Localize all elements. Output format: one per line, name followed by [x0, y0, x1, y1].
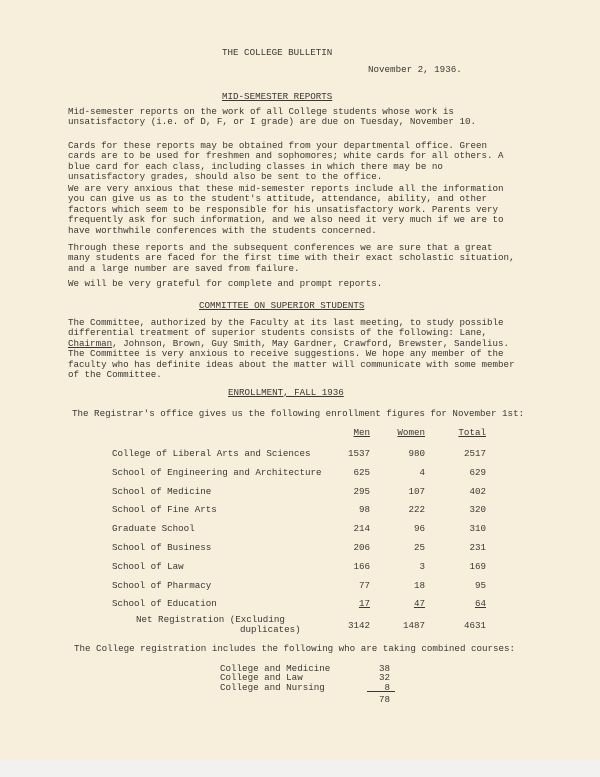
row-label: College of Liberal Arts and Sciences: [112, 448, 311, 459]
net-women: 1487: [402, 620, 425, 631]
combined-label: College and Law: [220, 672, 303, 684]
mid-semester-heading: MID-SEMESTER REPORTS: [222, 91, 333, 102]
paragraph: Through these reports and the subsequent conferences we are sure that a great many students are faced for the first time with their exact scholastic situation, and a large number are saved from failure.: [68, 242, 515, 274]
table-row: [112, 561, 492, 573]
row-women: 222: [408, 504, 425, 515]
chairman-label: Chairman: [68, 337, 113, 349]
row-men: 1537: [347, 448, 370, 459]
committee-heading: COMMITTEE ON SUPERIOR STUDENTS: [199, 300, 365, 311]
row-women: 18: [413, 580, 425, 591]
row-label: School of Engineering and Architecture: [112, 467, 322, 478]
row-women: 25: [413, 542, 425, 553]
row-total: 629: [469, 467, 486, 478]
table-row: [112, 523, 492, 535]
net-label: duplicates): [240, 624, 301, 635]
row-label: School of Medicine: [112, 486, 212, 497]
row-total: 320: [469, 504, 486, 515]
row-men: 166: [353, 561, 370, 572]
combined-label: College and Medicine: [220, 663, 331, 674]
row-total: 402: [469, 486, 486, 497]
table-row: [112, 504, 492, 516]
enrollment-intro: The Registrar's office gives us the following enrollment figures for November 1st:: [72, 408, 525, 419]
column-header-men: Men: [353, 427, 370, 438]
row-women: 4: [419, 467, 425, 478]
combined-intro: The College registration includes the following who are taking combined courses:: [74, 643, 516, 654]
row-women: 96: [413, 523, 425, 534]
paragraph: We will be very grateful for complete and prompt reports.: [68, 278, 383, 289]
row-men: 17: [358, 598, 370, 609]
net-men: 3142: [347, 620, 370, 631]
row-men: 77: [358, 580, 370, 591]
row-women: 3: [419, 561, 425, 572]
row-men: 625: [353, 467, 370, 478]
row-total: 310: [469, 523, 486, 534]
table-row: [112, 580, 492, 592]
row-women: 980: [408, 448, 425, 459]
bulletin-title: THE COLLEGE BULLETIN: [222, 47, 333, 58]
enrollment-heading: ENROLLMENT, FALL 1936: [228, 387, 344, 398]
table-row: [112, 467, 492, 479]
table-header: [112, 427, 492, 439]
table-row: [112, 448, 492, 460]
row-total: 95: [474, 580, 486, 591]
table-row: [112, 542, 492, 554]
row-label: School of Pharmacy: [112, 580, 212, 591]
row-label: School of Fine Arts: [112, 504, 217, 515]
net-total: 4631: [463, 620, 486, 631]
committee-paragraph: [68, 318, 518, 380]
row-total: 231: [469, 542, 486, 553]
combined-value: 32: [378, 672, 390, 684]
net-registration-row: [112, 614, 492, 644]
bulletin-date: November 2, 1936.: [368, 64, 462, 75]
net-label: Net Registration (Excluding: [136, 614, 285, 625]
committee-text: The Committee, authorized by the Faculty at its last meeting, to study possible differential treatment of superior students consists of the following: Lane,: [68, 317, 504, 339]
row-label: School of Law: [112, 561, 184, 572]
committee-text: , Johnson, Brown, Guy Smith, May Gardner, Crawford, Brewster, Sandelius. The Committee is very anxious to receive suggestions. We hope any member of the faculty who has definite ideas about the matter will communicate with some member of the Committee.: [68, 337, 515, 381]
row-label: School of Business: [112, 542, 212, 553]
sum-rule: [367, 691, 395, 692]
row-women: 107: [408, 486, 425, 497]
row-men: 214: [353, 523, 370, 534]
row-men: 295: [353, 486, 370, 497]
row-total: 169: [469, 561, 486, 572]
row-men: 206: [353, 542, 370, 553]
combined-value: 38: [378, 663, 390, 674]
row-women: 47: [413, 598, 425, 609]
table-row: [112, 598, 492, 610]
row-label: School of Education: [112, 598, 217, 609]
paragraph: Mid-semester reports on the work of all College students whose work is unsatisfactory (i.e. of D, F, or I grade) are due on Tuesday, November 10.: [68, 106, 476, 128]
row-total: 2517: [463, 448, 486, 459]
column-header-total: Total: [458, 427, 486, 438]
paragraph: We are very anxious that these mid-semester reports include all the information you can give us as to the student's attitude, attendance, ability, and other factors which seem to be responsible for his unsatisfactory work. Parents very frequently ask for such information, and we also need it very much if we are to have worthwhile conferences with the students concerned.: [68, 183, 504, 236]
combined-value: 8: [384, 681, 390, 693]
combined-label: College and Nursing: [220, 681, 325, 693]
paragraph: Cards for these reports may be obtained from your departmental office. Green cards are to be used for freshmen and sophomores; white cards for all others. A blue card for each class, including classes in which there may be no unsatisfactory grades, should also be sent to the office.: [68, 140, 504, 183]
row-label: Graduate School: [112, 523, 195, 534]
combined-total: 78: [378, 694, 390, 705]
column-header-women: Women: [397, 427, 425, 438]
row-total: 64: [474, 598, 486, 609]
table-row: [112, 486, 492, 498]
row-men: 98: [358, 504, 370, 515]
